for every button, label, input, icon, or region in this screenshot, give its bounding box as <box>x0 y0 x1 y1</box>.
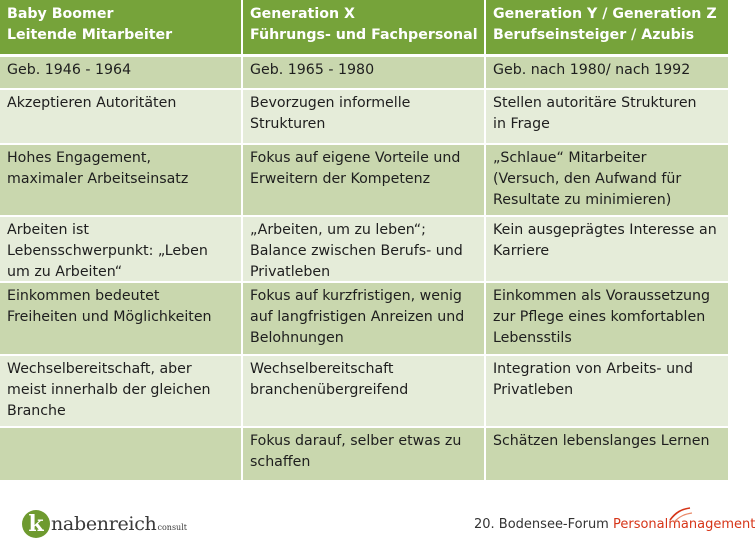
forum-prefix: 20. Bodensee-Forum <box>474 517 613 532</box>
table-cell: Einkommen bedeutet Freiheiten und Möglichkeiten <box>0 283 243 356</box>
header-generation-x: Generation X Führungs- und Fachpersonal <box>243 0 486 57</box>
forum-title <box>474 517 755 532</box>
table-cell: Stellen autoritäre Strukturen in Frage <box>486 90 728 145</box>
knabenreich-logo <box>22 508 187 540</box>
table-cell: Arbeiten ist Lebensschwerpunkt: „Leben um zu Arbeiten“ <box>0 217 243 283</box>
table-cell-empty <box>0 428 243 482</box>
swoosh-icon <box>668 504 694 524</box>
table-cell: Bevorzugen informelle Strukturen <box>243 90 486 145</box>
forum-highlight: Personalmanagement <box>612 517 755 532</box>
table-cell: Integration von Arbeits- und Privatleben <box>486 356 728 428</box>
logo-name: nabenreich <box>51 513 157 535</box>
table-cell: Wechselbereitschaft, aber meist innerhalb der gleichen Branche <box>0 356 243 428</box>
table-cell: Kein ausgeprägtes Interesse an Karriere <box>486 217 728 283</box>
table-cell: Einkommen als Voraussetzung zur Pflege eines komfortablen Lebensstils <box>486 283 728 356</box>
table-cell: Geb. 1946 - 1964 <box>0 57 243 90</box>
table-cell: Geb. nach 1980/ nach 1992 <box>486 57 728 90</box>
logo-k-badge: k <box>22 510 50 538</box>
logo-sub: consult <box>157 522 187 532</box>
table-cell: Fokus auf eigene Vorteile und Erweitern der Kompetenz <box>243 145 486 217</box>
header-baby-boomer: Baby Boomer Leitende Mitarbeiter <box>0 0 243 57</box>
table-cell: Fokus darauf, selber etwas zu schaffen <box>243 428 486 482</box>
footer <box>0 500 755 546</box>
table-cell: Akzeptieren Autoritäten <box>0 90 243 145</box>
header-generation-y-z: Generation Y / Generation Z Berufseinsteiger / Azubis <box>486 0 728 57</box>
table-cell: Fokus auf kurzfristigen, wenig auf langfristigen Anreizen und Belohnungen <box>243 283 486 356</box>
table-cell: Wechselbereitschaft branchenübergreifend <box>243 356 486 428</box>
table-cell: Geb. 1965 - 1980 <box>243 57 486 90</box>
table-cell: Hohes Engagement, maximaler Arbeitseinsatz <box>0 145 243 217</box>
table-cell: „Arbeiten, um zu leben“; Balance zwischen Berufs- und Privatleben <box>243 217 486 283</box>
table-cell: „Schlaue“ Mitarbeiter (Versuch, den Aufwand für Resultate zu minimieren) <box>486 145 728 217</box>
table-cell: Schätzen lebenslanges Lernen <box>486 428 728 482</box>
